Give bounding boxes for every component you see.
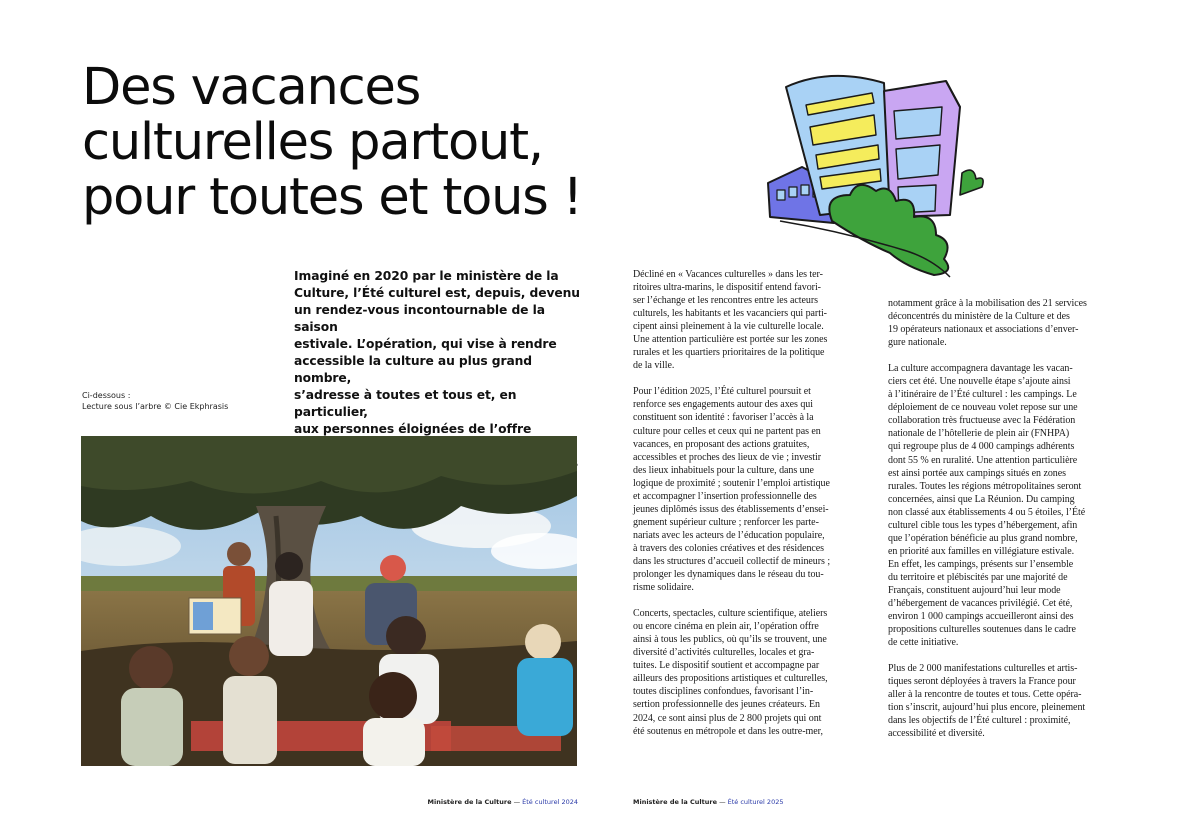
right-page (600, 0, 1200, 835)
body-line: du territoire et plébiscités par une majorité de (888, 571, 1068, 583)
body-line: prolonger les dynamiques dans le réseau du tou- (633, 569, 824, 581)
body-paragraph (633, 607, 877, 737)
body-line: ou encore cinéma en plein air, l’opération offre (633, 621, 819, 633)
lede-line: Culture, l’Été culturel est, depuis, devenu (294, 286, 580, 300)
footer-publication: Été culturel 2024 (522, 798, 578, 806)
body-line: en priorité aux familles en villégiature estivale. (888, 545, 1075, 557)
body-line: tuites. Le dispositif soutient et accompagne par (633, 660, 820, 672)
caption-text: Lecture sous l’arbre © Cie Ekphrasis (82, 402, 229, 411)
body-line: et accompagner l’insertion professionnelle des (633, 490, 817, 502)
body-line: tion s’inscrit, aujourd’hui plus encore, pleinement (888, 702, 1086, 714)
body-line: toutes disciplines confondues, favorisant l’in- (633, 686, 814, 698)
title-line: culturelles partout, (82, 113, 543, 172)
body-line: 2024, ce sont ainsi plus de 2 800 projets qui ont (633, 712, 822, 724)
body-line: gnement supérieur culture ; renforcer les parte- (633, 516, 819, 528)
body-line: tiques seront déployées à travers la France pour (888, 676, 1076, 688)
body-line: rurales. Toutes les régions métropolitaines seront (888, 480, 1082, 492)
buildings-illustration (750, 45, 996, 281)
caption-label: Ci-dessous : (82, 391, 131, 400)
lede-line: Imaginé en 2020 par le ministère de la (294, 269, 559, 283)
body-line: cipent ainsi pleinement à la vie culturelle locale. (633, 321, 824, 333)
body-line: de cette initiative. (888, 637, 959, 649)
body-line: nariats avec les acteurs de l’éducation populaire, (633, 529, 825, 541)
body-line: non classé aux établissements 4 ou 5 étoiles, l’Été (888, 506, 1086, 518)
body-column-1 (633, 268, 877, 751)
body-line: La culture accompagnera davantage les vacan- (888, 363, 1073, 375)
footer-brand: Ministère de la Culture (633, 798, 717, 806)
lede-line: accessible la culture au plus grand nombre, (294, 354, 533, 385)
body-line: risme solidaire. (633, 582, 694, 594)
body-line: environ 1 000 campings accueilleront ainsi des (888, 611, 1074, 623)
body-paragraph (633, 385, 877, 594)
body-line: ser l’échange et les rencontres entre les acteurs (633, 295, 818, 307)
body-line: ciers cet été. Une nouvelle étape s’ajoute ainsi (888, 376, 1071, 388)
body-line: aller à la rencontre de toutes et tous. Cette opéra- (888, 689, 1082, 701)
body-line: Pour l’édition 2025, l’Été culturel poursuit et (633, 386, 811, 398)
body-line: Une attention particulière est portée sur les zones (633, 334, 828, 346)
footer-separator: — (511, 798, 523, 806)
body-line: Français, constituent aujourd’hui leur mode (888, 584, 1061, 596)
body-line: logique de proximité ; soutenir l’emploi artistique (633, 477, 830, 489)
body-line: à travers des colonies créatives et des résidences (633, 542, 825, 554)
body-line: des lieux inhabituels pour la culture, dans une (633, 464, 814, 476)
photo-caption (82, 390, 282, 412)
body-line: culture pour celles et ceux qui ne partent pas en (633, 425, 821, 437)
lede-line: estivale. L’opération, qui vise à rendre (294, 337, 557, 351)
body-line: ailleurs des propositions artistiques et culturelles, (633, 673, 828, 685)
footer-brand: Ministère de la Culture (427, 798, 512, 806)
footer-separator: — (717, 798, 728, 806)
body-line: nationale de l’hôtellerie de plein air (FNHPA) (888, 428, 1070, 440)
body-line: propositions culturelles soutenues dans le cadre (888, 624, 1076, 636)
body-line: culturels, les habitants et les vacanciers qui parti- (633, 308, 827, 320)
title-line: Des vacances (82, 58, 421, 117)
body-line: vacances, en proposant des actions gratuites, (633, 438, 810, 450)
body-line: culturel cible tous les types d’hébergement, afin (888, 519, 1078, 531)
body-line: déconcentrés du ministère de la Culture et des (888, 311, 1070, 323)
body-line: 19 opérateurs nationaux et associations d’enver- (888, 324, 1079, 336)
footer-publication: Été culturel 2025 (727, 798, 784, 806)
body-line: d’hébergement de vacances privilégié. Cet été, (888, 598, 1073, 610)
body-line: jeunes diplômés issus des établissements d’ensei- (633, 503, 829, 515)
body-line: gure nationale. (888, 337, 947, 349)
body-column-2 (888, 297, 1132, 754)
body-line: renforce ses engagements autour des axes qui (633, 399, 813, 411)
body-line: est ainsi portée aux campings situés en zones (888, 467, 1066, 479)
body-line: été soutenus en métropole et dans les outre-mer, (633, 725, 823, 737)
lede-line: aux personnes éloignées de l’offre (294, 422, 532, 436)
body-line: rurales et les quartiers prioritaires de la politique (633, 347, 825, 359)
body-line: constituent son identité : favoriser l’accès à la (633, 412, 814, 424)
footer-right (633, 798, 783, 806)
lede-line: un rendez-vous incontournable de la saison (294, 303, 545, 334)
body-paragraph (888, 362, 1132, 649)
body-line: à l’itinéraire de l’Été culturel : les campings. Le (888, 389, 1077, 401)
body-line: ainsi à tous les publics, où qu’ils se trouvent, une (633, 634, 827, 646)
body-line: concernées, ainsi que La Réunion. Du camping (888, 493, 1075, 505)
body-line: accessibilité et diversité. (888, 728, 985, 740)
body-line: Concerts, spectacles, culture scientifique, ateliers (633, 608, 828, 620)
body-line: notamment grâce à la mobilisation des 21 services (888, 298, 1087, 309)
footer-left (428, 798, 578, 806)
body-paragraph (888, 297, 1132, 349)
body-line: de la ville. (633, 360, 675, 372)
body-line: que l’opération bénéficie au plus grand nombre, (888, 532, 1078, 544)
body-line: ritoires ultra-marins, le dispositif entend favori- (633, 282, 821, 294)
body-paragraph (888, 662, 1132, 740)
body-line: En effet, les campings, présents sur l’ensemble (888, 558, 1074, 570)
lede-line: s’adresse à toutes et tous et, en particulier, (294, 388, 517, 419)
title-line: pour toutes et tous ! (82, 168, 582, 227)
body-line: Plus de 2 000 manifestations culturelles et artis- (888, 663, 1078, 675)
body-line: dont 55 % en ruralité. Une attention particulière (888, 454, 1078, 466)
body-line: sertion professionnelle des jeunes créateurs. En (633, 699, 820, 711)
page-title (82, 60, 602, 225)
body-line: qui regroupe plus de 4 000 campings adhérents (888, 441, 1075, 453)
body-line: diversité d’activités culturelles, locales et gra- (633, 647, 815, 659)
body-line: déploiement de ce nouveau volet repose sur une (888, 402, 1078, 414)
body-line: accessibles et proches des lieux de vie ; investir (633, 451, 821, 463)
body-line: dans les objectifs de l’Été culturel : proximité, (888, 715, 1071, 727)
reading-under-tree-photo (81, 436, 577, 766)
body-line: Décliné en « Vacances culturelles » dans les ter- (633, 269, 823, 280)
body-paragraph (633, 268, 877, 372)
body-line: dans les structures d’accueil collectif de mineurs ; (633, 555, 831, 567)
body-line: collaboration très fructueuse avec la Fédération (888, 415, 1076, 427)
